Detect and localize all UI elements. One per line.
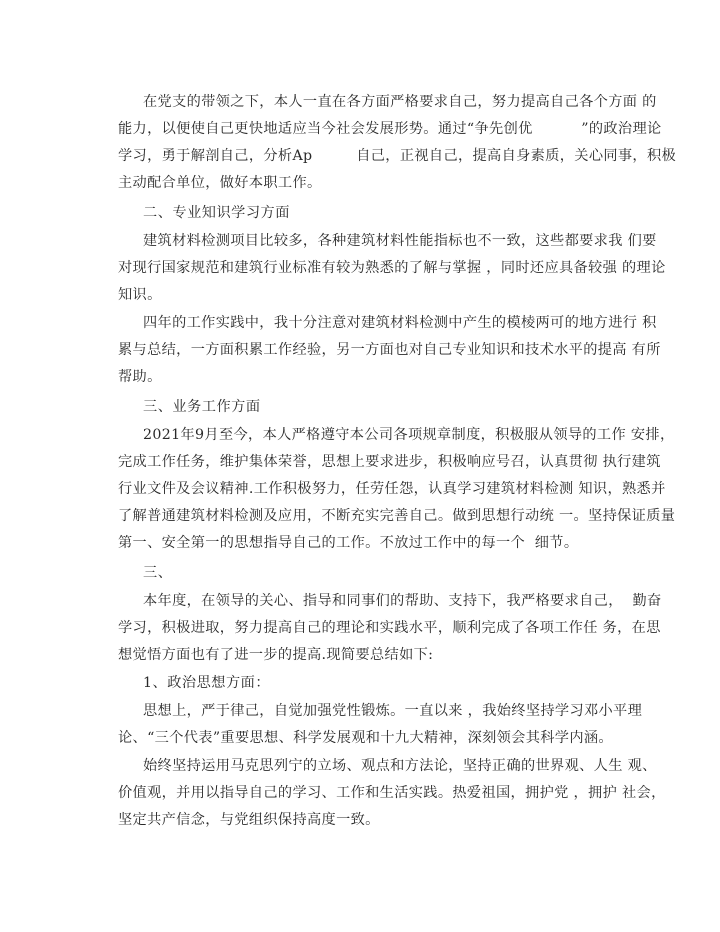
section-heading: 三、业务工作方面 bbox=[143, 399, 261, 415]
text-line: 学习，勇于解剖自己，分析Ap 自己，正视自己，提高自身素质，关心同事，积极 bbox=[118, 148, 677, 164]
text-line: 论、“三个代表”重要思想、科学发展观和十九大精神，深刻领会其科学内涵。 bbox=[118, 730, 613, 746]
text-line: 在党支的带领之下，本人一直在各方面严格要求自己，努力提高自己各个方面 的 bbox=[143, 94, 657, 110]
text-line: 本年度，在领导的关心、指导和同事们的帮助、支持下，我严格要求自己， 勤奋 bbox=[143, 593, 662, 609]
text-line: 对现行国家规范和建筑行业标准有较为熟悉的了解与掌握 ，同时还应具备较强 的理论 bbox=[118, 260, 666, 276]
text-line: 想觉悟方面也有了进一步的提高.现简要总结如下: bbox=[118, 647, 434, 663]
text-line: 帮助。 bbox=[118, 369, 162, 385]
text-line: 能力，以便使自己更快地适应当今社会发展形势。通过“争先创优 ”的政治理论 bbox=[118, 121, 662, 137]
text-line: 行业文件及会议精神.工作积极努力，任劳任怨，认真学习建筑材料检测 知识，熟悉并 bbox=[118, 481, 666, 497]
text-line: 建筑材料检测项目比较多，各种建筑材料性能指标也不一致，这些都要求我 们要 bbox=[143, 233, 657, 249]
text-line: 始终坚持运用马克思列宁的立场、观点和方法论，坚持正确的世界观、人生 观、 bbox=[143, 758, 657, 774]
text-line: 坚定共产信念，与党组织保持高度一致。 bbox=[118, 812, 380, 828]
text-line: 主动配合单位，做好本职工作。 bbox=[118, 175, 322, 191]
text-line: 学习，积极进取，努力提高自己的理论和实践水平，顺利完成了各项工作任 务，在思 bbox=[118, 620, 661, 636]
text-line: 2021年9月至今，本人严格遵守本公司各项规章制度，积极服从领导的工作 安排， bbox=[143, 427, 675, 443]
section-heading: 二、专业知识学习方面 bbox=[143, 205, 290, 221]
text-line: 完成工作任务，维护集体荣誉，思想上要求进步，积极响应号召，认真贯彻 执行建筑 bbox=[118, 454, 661, 470]
text-line: 第一、安全第一的思想指导自己的工作。不放过工作中的每一个 细节。 bbox=[118, 535, 579, 551]
text-line: 累与总结，一方面积累工作经验，另一方面也对自己专业知识和技术水平的提高 有所 bbox=[118, 342, 661, 358]
section-heading: 三、 bbox=[143, 565, 173, 581]
text-line: 价值观，并用以指导自己的学习、工作和生活实践。热爱祖国，拥护党 ，拥护 社会， bbox=[118, 785, 666, 801]
text-line: 四年的工作实践中，我十分注意对建筑材料检测中产生的模棱两可的地方进行 积 bbox=[143, 315, 657, 331]
text-line: 思想上，严于律己，自觉加强党性锻炼。一直以来 ，我始终坚持学习邓小平理 bbox=[143, 703, 643, 719]
text-line: 知识。 bbox=[118, 287, 162, 303]
section-heading: 1、政治思想方面： bbox=[143, 675, 271, 691]
text-line: 了解普通建筑材料检测及应用，不断充实完善自己。做到思想行动统 一。坚持保证质量 bbox=[118, 508, 676, 524]
